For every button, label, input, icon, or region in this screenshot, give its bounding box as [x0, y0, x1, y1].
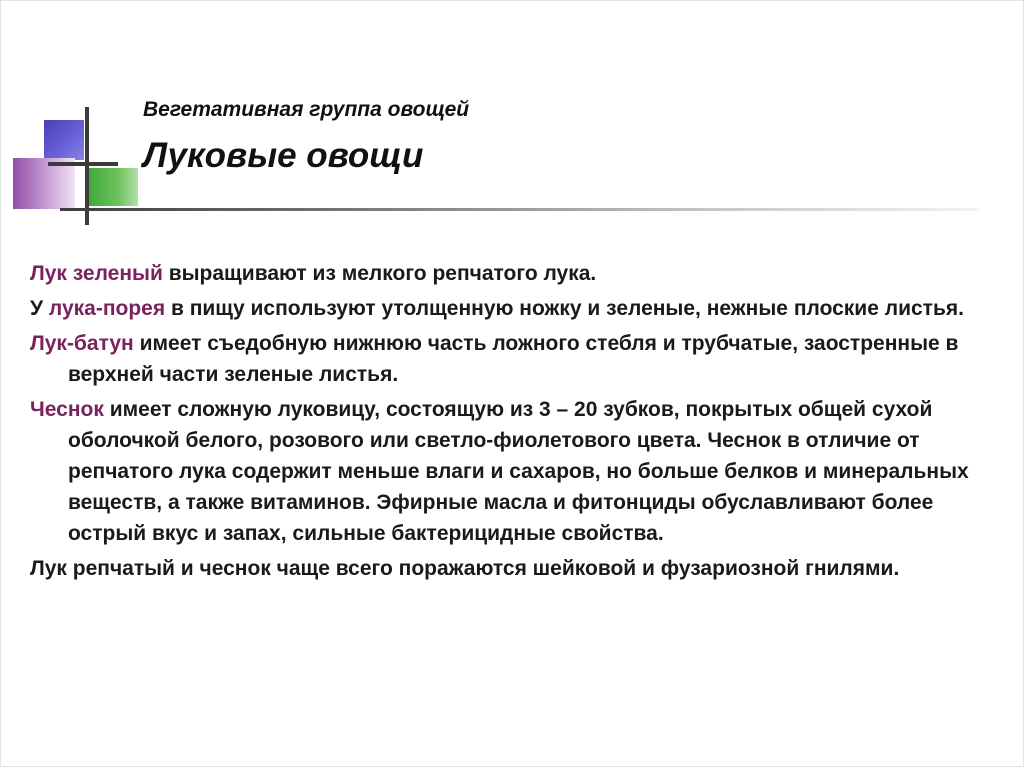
blue-square-decoration: [44, 120, 84, 160]
slide-title: Луковые овощи: [143, 136, 424, 175]
paragraph-prefix: У: [30, 297, 49, 320]
paragraph-text: в пищу используют утолщенную ножку и зеленые, нежные плоские листья.: [165, 297, 964, 320]
paragraph-green-onion: [30, 258, 990, 289]
paragraph-text: выращивают из мелкого репчатого лука.: [162, 262, 597, 285]
paragraph-text: Лук репчатый и чеснок чаще всего поражаются шейковой и фузариозной гнилями.: [30, 557, 900, 580]
term-highlight: лука-порея: [48, 297, 166, 320]
paragraph-garlic: [30, 394, 990, 549]
slide-subtitle: Вегетативная группа овощей: [143, 98, 470, 121]
horizontal-line-decoration: [48, 162, 118, 166]
term-highlight: Лук-батун: [30, 332, 134, 355]
paragraph-diseases: [30, 553, 990, 584]
slide-body: [30, 258, 990, 588]
term-highlight: Чеснок: [30, 398, 104, 421]
paragraph-leek: [30, 293, 990, 324]
green-square-decoration: [88, 168, 138, 206]
paragraph-text: имеет съедобную нижнюю часть ложного стебля и трубчатые, заостренные в верхней части зеленые листья.: [68, 332, 959, 386]
paragraph-text: имеет сложную луковицу, состоящую из 3 – 20 зубков, покрытых общей сухой оболочкой белого, розового или светло-фиолетового цвета. Чеснок в отличие от репчатого лука содержит меньше влаги и сахаров, но больше белков и минеральных веществ, а также витаминов. Эфирные масла и фитонциды обуславливают более острый вкус и запах, сильные бактерицидные свойства.: [68, 398, 969, 545]
term-highlight: Лук зеленый: [30, 262, 163, 285]
paragraph-welsh-onion: [30, 328, 990, 390]
title-underline: [60, 208, 980, 211]
